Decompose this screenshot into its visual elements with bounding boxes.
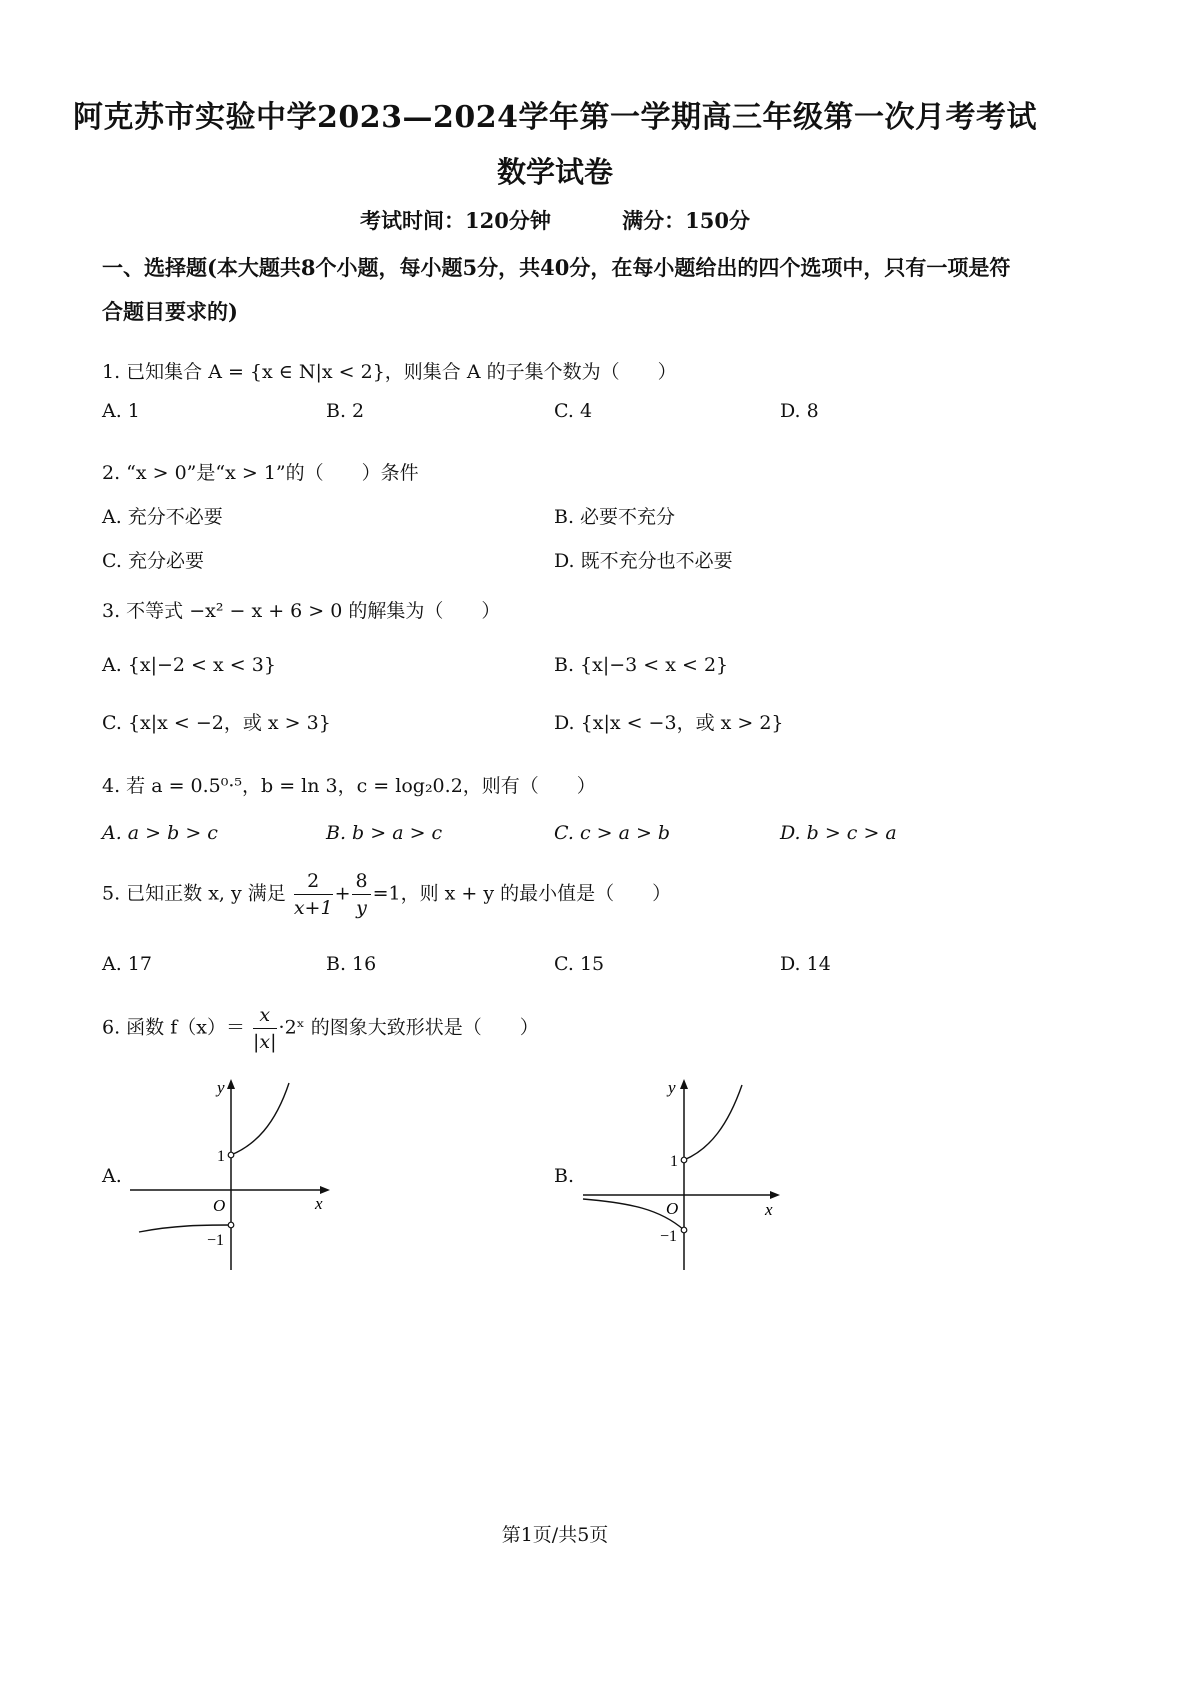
exam-subtitle: 数学试卷 [496,155,613,189]
open-point-negative [228,1222,234,1228]
origin-label: O [666,1199,679,1218]
question-5-option-c: C. 15 [554,953,605,975]
graph-option-a [125,1075,345,1275]
fraction-2-numerator: 8 [352,868,370,895]
section-heading: 一、选择题(本大题共8个小题，每小题5分，共40分，在每小题给出的四个选项中，只有一项是符合题目要求的) [102,255,1011,324]
question-2-option-b: B. 必要不充分 [554,506,676,528]
question-4-option-b: B. b > a > c [326,822,443,844]
graph-option-b [580,1075,800,1275]
question-5-option-d: D. 14 [780,953,831,975]
question-1-option-b: B. 2 [326,400,365,422]
question-6-fraction [253,1002,277,1055]
question-5-stem-pre: 5. 已知正数 x, y 满足 [102,882,292,905]
fraction-denominator: |x| [253,1031,277,1053]
fraction-1-numerator: 2 [294,868,333,895]
question-4-stem: 4. 若 a = 0.5⁰·⁵，b = ln 3，c = log₂0.2，则有（ ） [102,775,596,797]
fraction-numerator: x [253,1002,277,1029]
question-5-stem-post: =1，则 x + y 的最小值是（ ） [372,882,672,905]
question-1-option-c: C. 4 [554,400,593,422]
fraction-2-denominator: y [356,897,367,919]
question-6-stem [102,1002,539,1055]
question-5-stem [102,868,671,921]
curve-right-branch [231,1083,289,1155]
tick-label-minus-1: −1 [660,1228,678,1245]
open-point-negative [681,1227,687,1233]
tick-label-1: 1 [670,1153,678,1170]
question-3-option-b: B. {x|−3 < x < 2} [554,654,729,676]
exam-meta [0,205,1110,235]
question-4-option-c: C. c > a > b [554,822,671,844]
question-2-stem: 2. “x > 0”是“x > 1”的（ ）条件 [102,462,419,484]
y-axis-arrow-icon [227,1079,235,1089]
tick-label-minus-1: −1 [207,1232,225,1249]
question-1-stem: 1. 已知集合 A = {x ∈ N|x < 2}，则集合 A 的子集个数为（ ） [102,361,677,383]
curve-left-branch [139,1225,231,1232]
curve-right-branch [684,1085,742,1160]
question-1-option-d: D. 8 [780,400,819,422]
question-3-option-d: D. {x|x < −3，或 x > 2} [554,712,784,734]
open-point-positive [681,1157,687,1163]
exam-title: 阿克苏市实验中学2023—2024学年第一学期高三年级第一次月考考试 [73,100,1037,135]
question-4-option-d: D. b > c > a [780,822,897,844]
question-2-option-a: A. 充分不必要 [102,506,223,528]
question-6-stem-post: ·2ˣ 的图象大致形状是（ ） [278,1016,539,1039]
question-3-stem: 3. 不等式 −x² − x + 6 > 0 的解集为（ ） [102,600,501,622]
y-axis-label: y [668,1078,676,1097]
y-axis-arrow-icon [680,1079,688,1089]
origin-label: O [213,1196,226,1215]
x-axis-label: x [765,1200,773,1219]
question-5-fraction-1 [294,868,333,921]
question-1-option-a: A. 1 [102,400,140,422]
question-5-fraction-2 [352,868,370,921]
x-axis-arrow-icon [320,1186,330,1194]
question-6-option-b-label: B. [554,1165,575,1187]
tick-label-1: 1 [217,1148,225,1165]
question-5-option-a: A. 17 [102,953,152,975]
full-score: 满分：150分 [622,208,750,233]
fraction-1-denominator: x+1 [293,897,333,919]
question-6-stem-pre: 6. 函数 f（x）＝ [102,1016,251,1039]
question-3-option-a: A. {x|−2 < x < 3} [102,654,276,676]
x-axis-label: x [315,1194,323,1213]
exam-time: 考试时间：120分钟 [360,208,551,233]
open-point-positive [228,1152,234,1158]
plus-sign: + [334,882,351,905]
question-4-option-a: A. a > b > c [102,822,218,844]
question-2-option-d: D. 既不充分也不必要 [554,550,733,572]
x-axis-arrow-icon [770,1191,780,1199]
question-2-option-c: C. 充分必要 [102,550,204,572]
question-5-option-b: B. 16 [326,953,377,975]
page-footer: 第1页/共5页 [501,1524,609,1546]
question-3-option-c: C. {x|x < −2，或 x > 3} [102,712,331,734]
question-6-option-a-label: A. [102,1165,122,1187]
y-axis-label: y [217,1078,225,1097]
